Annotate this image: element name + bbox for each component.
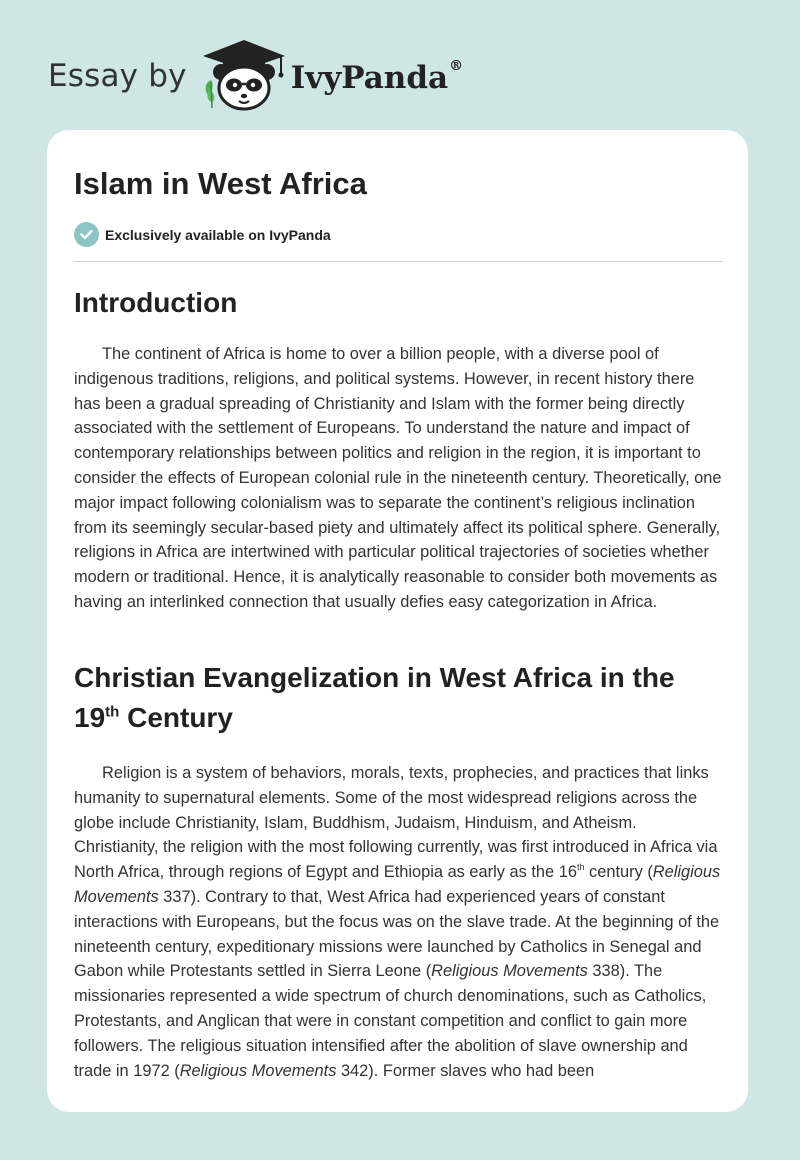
introduction-paragraph: The continent of Africa is home to over a billion people, with a diverse pool of indigenous traditions, religions, and political systems. However, in recent history there has been a gradual spreading of Christianity and Islam with the former being directly associated with the settlement of Europeans. To understand the nature and impact of contemporary relationships between politics and religion in the region, it is important to consider the effects of European colonial rule in the nineteenth century. Theoretically, one major impact following colonialism was to separate the continent’s religious inclination from its seemingly secular-based piety and ultimately affect its political sphere. Generally, religions in Africa are intertwined with particular political trajectories of societies whether modern or traditional. Hence, it is analytically reasonable to consider both movements as having an interlinked connection that usually defies easy categorization in Africa. [74,345,722,611]
section-heading-christian-evangelization: Christian Evangelization in West Africa in the 19th Century [74,662,675,733]
ivypanda-logo-icon[interactable] [201,36,287,112]
introduction-text [74,342,723,615]
christian-evangelization-text [74,761,723,1083]
ivypanda-wordmark[interactable]: IvyPanda® [290,58,464,96]
citation: Religious Movements [74,863,721,906]
essay-by-label: Essay by [48,58,187,94]
title-divider [74,261,723,262]
section-heading-introduction: Introduction [74,287,238,318]
trademark-symbol: ® [449,58,464,74]
checkmark-icon [74,222,99,247]
citation: Religious Movements [431,962,588,981]
christian-evangelization-paragraph: Religion is a system of behaviors, morals, texts, prophecies, and practices that links humanity to supernatural elements. Some of the most widespread religions across the globe include Christianity, Islam, Buddhism, Judaism, Hinduism, and Atheism. Christianity, the religion with the most following currently, was first introduced in Africa via North Africa, through regions of Egypt and Ethiopia as early as the 16th century (Religious Movements 337). Contrary to that, West Africa had experienced years of constant interactions with Europeans, but the focus was on the slave trade. At the beginning of the nineteenth century, expeditionary missions were launched by Catholics in Senegal and Gabon while Protestants settled in Sierra Leone (Religious Movements 338). The missionaries represented a wide spectrum of church denominations, such as Catholics, Protestants, and Anglican that were in constant competition and conflict to gain more followers. The religious situation intensified after the abolition of slave ownership and trade in 1972 (Religious Movements 342). Former slaves who had been [74,764,721,1080]
exclusive-badge-label: Exclusively available on IvyPanda [105,226,331,243]
essay-title: Islam in West Africa [74,166,367,201]
site-header [48,34,463,114]
citation: Religious Movements [179,1061,337,1080]
exclusive-badge [74,222,331,247]
essay-card [47,130,748,1112]
